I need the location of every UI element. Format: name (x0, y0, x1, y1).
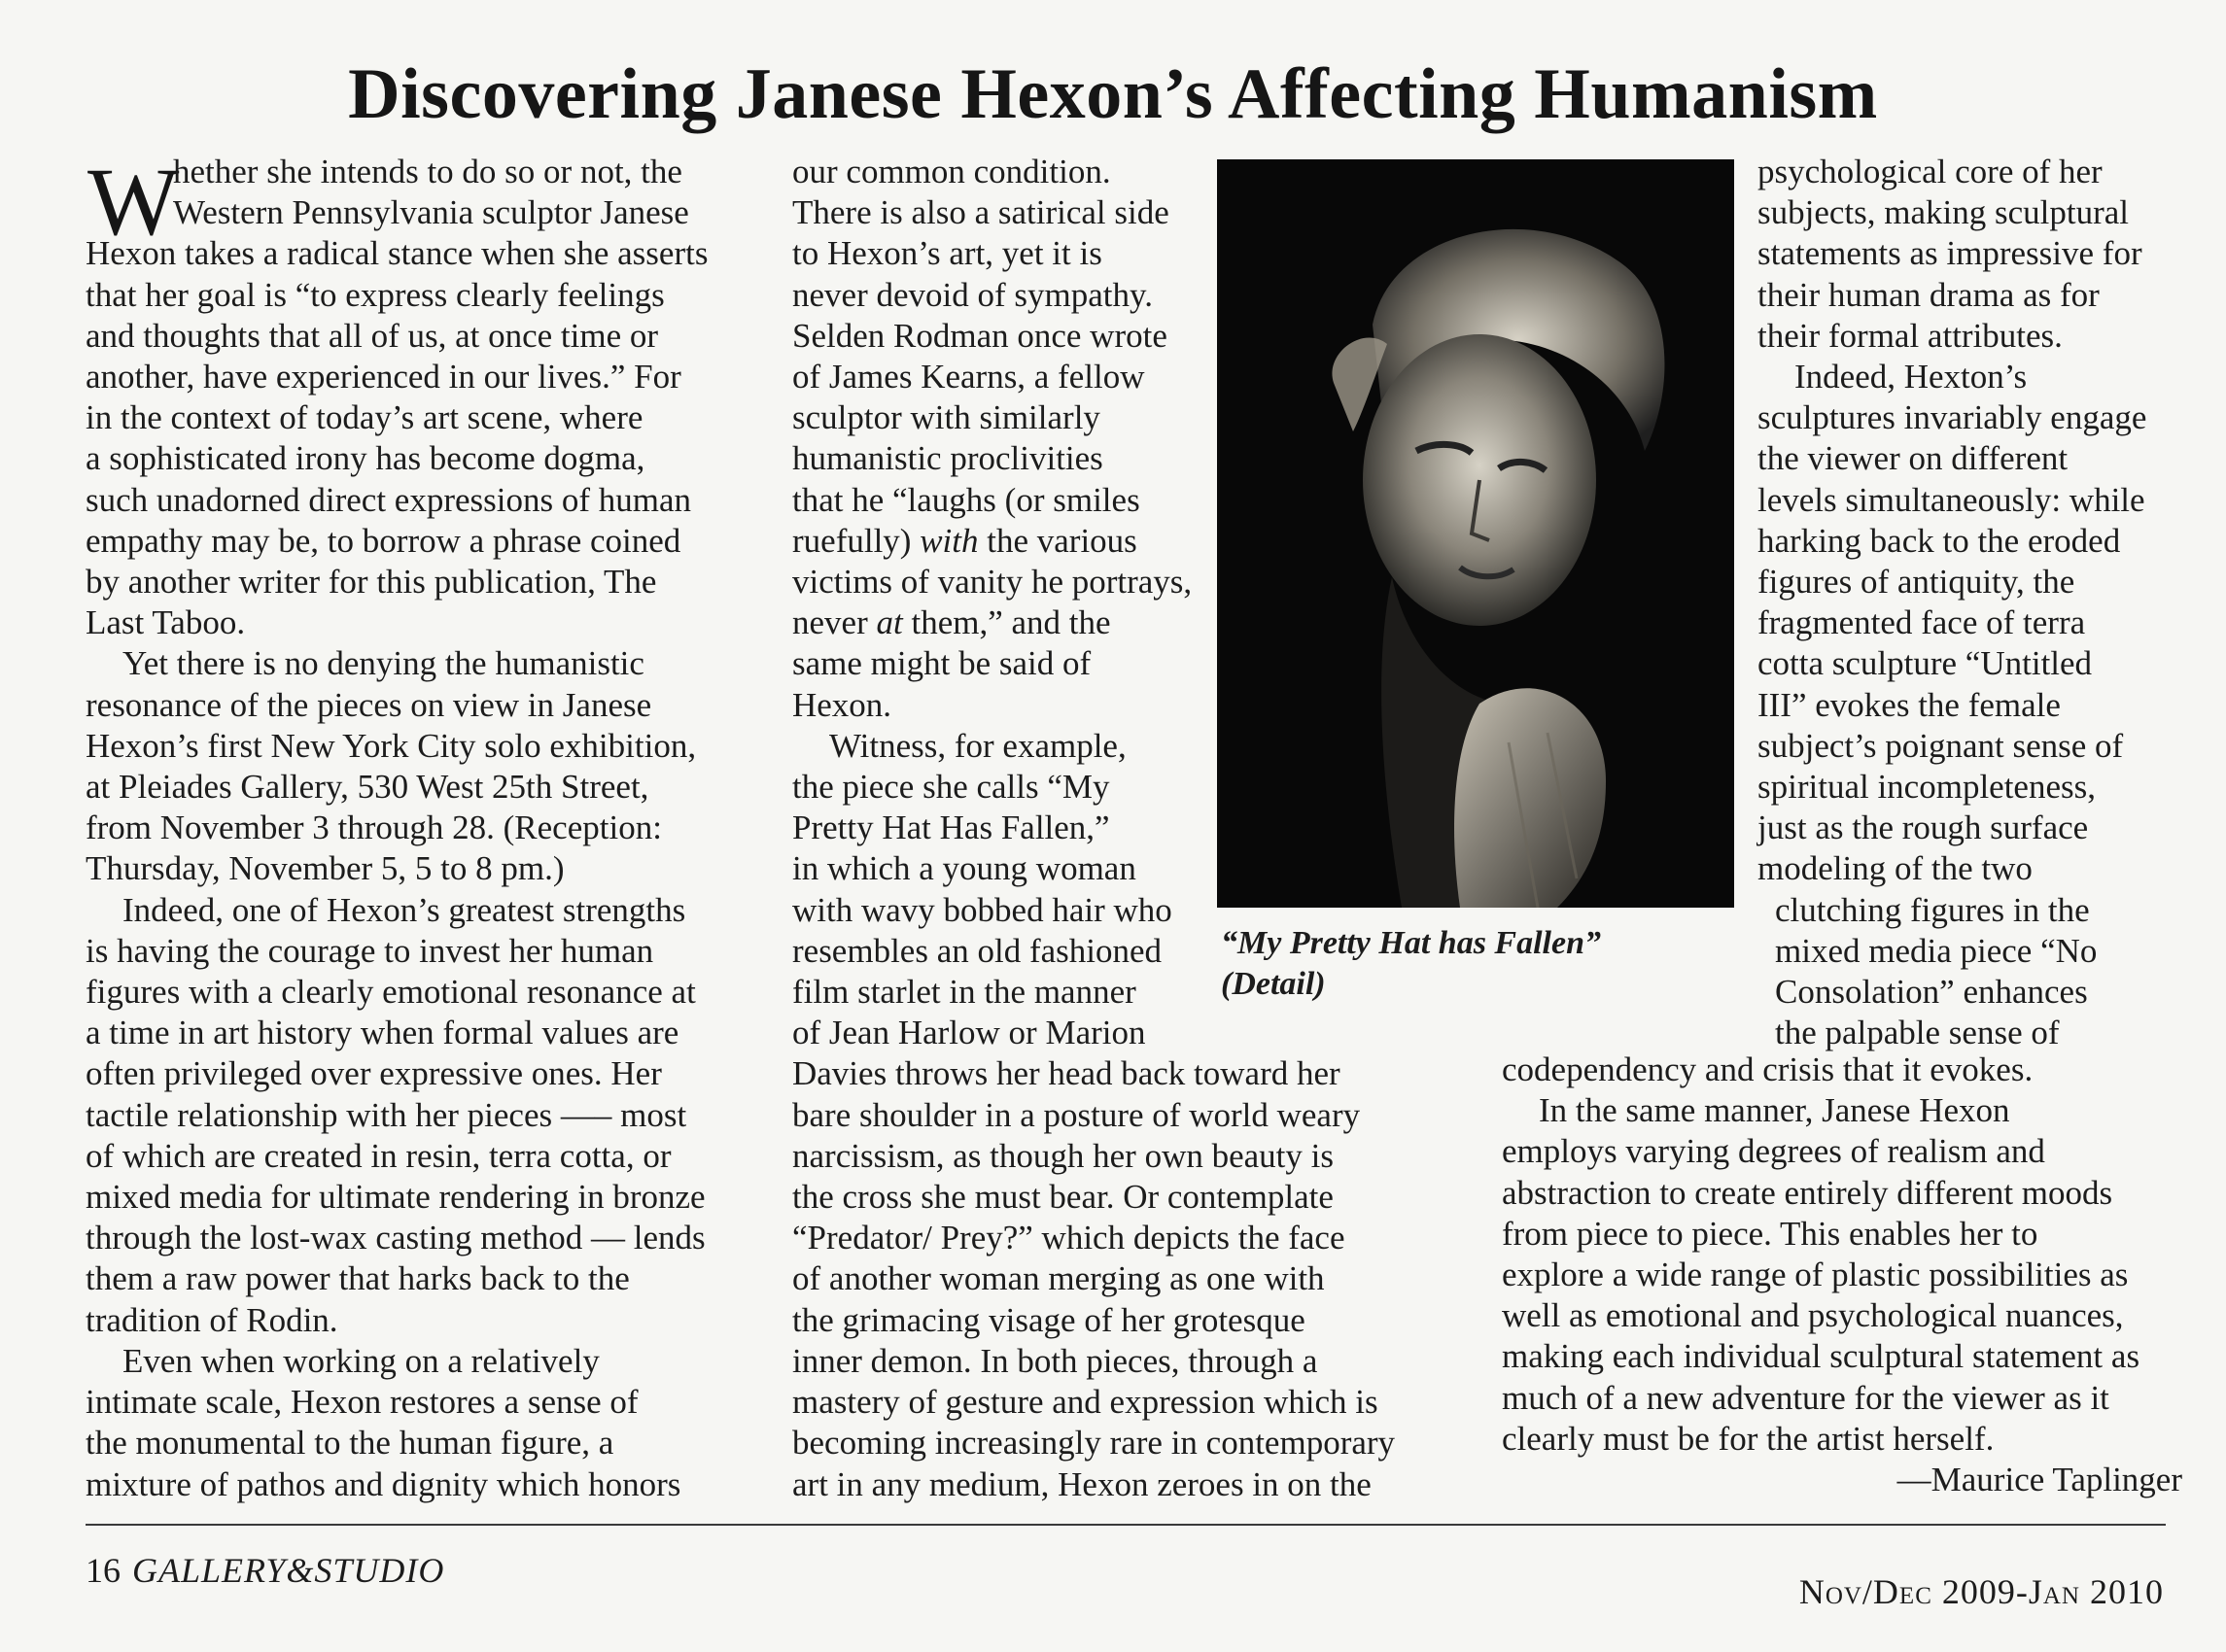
text-line: same might be said of (792, 644, 1092, 683)
text-line: sculptures invariably engage (1757, 398, 2147, 437)
italic-word: with (920, 521, 979, 560)
text-line: Davies throws her head back toward her (792, 1054, 1340, 1093)
page-folio (86, 1549, 444, 1592)
text-line: another, have experienced in our lives.” For (86, 358, 681, 396)
sculpture-photo (1217, 159, 1734, 908)
text-line: their formal attributes. (1757, 316, 2063, 355)
text-line: a time in art history when formal values are (86, 1014, 679, 1052)
text-line: and thoughts that all of us, at once time or (86, 316, 659, 355)
text-line: them a raw power that harks back to the (86, 1259, 630, 1298)
text-line: victims of vanity he portrays, (792, 563, 1193, 602)
sculpture-image (1217, 159, 1734, 908)
text-line: bare shoulder in a posture of world weary (792, 1095, 1361, 1134)
text-line: There is also a satirical side (792, 193, 1169, 232)
caption-title: “My Pretty Hat has Fallen” (1221, 925, 1601, 961)
caption-detail: (Detail) (1221, 966, 1326, 1002)
text-line: explore a wide range of plastic possibilities as (1502, 1256, 2129, 1294)
text-line: Even when working on a relatively (122, 1341, 600, 1380)
text-line: Witness, for example, (829, 726, 1127, 765)
text-line: from piece to piece. This enables her to (1502, 1214, 2038, 1253)
text-line: harking back to the eroded (1757, 521, 2121, 560)
text-line: mixed media for ultimate rendering in bronze (86, 1178, 706, 1217)
text-fragment: never (792, 603, 877, 642)
text-line: the monumental to the human figure, a (86, 1424, 614, 1463)
text-line: Indeed, Hexton’s (1794, 358, 2028, 396)
text-line: at Pleiades Gallery, 530 West 25th Street, (86, 768, 649, 807)
text-line: III” evokes the female (1757, 685, 2061, 724)
text-line: Hexon’s first New York City solo exhibition, (86, 726, 697, 765)
text-line: the cross she must bear. Or contemplate (792, 1178, 1334, 1217)
text-line: is having the courage to invest her human (86, 931, 654, 970)
text-line: Indeed, one of Hexon’s greatest strengths (122, 890, 686, 929)
text-line: film starlet in the manner (792, 973, 1136, 1012)
text-line: by another writer for this publication, The (86, 563, 657, 602)
text-line: intimate scale, Hexon restores a sense of (86, 1383, 639, 1422)
italic-word: at (876, 603, 903, 642)
footer-rule (86, 1524, 2166, 1526)
text-line: “Predator/ Prey?” which depicts the face (792, 1219, 1345, 1257)
text-line: fragmented face of terra (1757, 603, 2086, 642)
text-line: abstraction to create entirely different moods (1502, 1173, 2113, 1212)
text-line: Consolation” enhances (1775, 973, 2088, 1012)
text-line: the grimacing visage of her grotesque (792, 1300, 1305, 1339)
text-line: much of a new adventure for the viewer as it (1502, 1378, 2109, 1417)
drop-cap: W (87, 148, 180, 256)
text-line: psychological core of her (1757, 153, 2103, 190)
text-line: to Hexon’s art, yet it is (792, 234, 1102, 273)
text-line: the viewer on different (1757, 439, 2069, 478)
text-line: codependency and crisis that it evokes. (1502, 1050, 2034, 1088)
text-line: resonance of the pieces on view in Janese (86, 685, 652, 724)
text-line: in the context of today’s art scene, where (86, 398, 643, 437)
text-line: clutching figures in the (1775, 890, 2090, 929)
text-line: Hexon. (792, 685, 892, 724)
text-line: spiritual incompleteness, (1757, 768, 2096, 807)
text-line: mixed media piece “No (1775, 931, 2098, 970)
text-line: of another woman merging as one with (792, 1259, 1325, 1298)
text-line: that he “laughs (or smiles (792, 480, 1140, 519)
text-line: figures of antiquity, the (1757, 563, 2075, 602)
author-signature: —Maurice Taplinger (1896, 1461, 2182, 1499)
text-line: figures with a clearly emotional resonance at (86, 973, 696, 1012)
text-fragment: the various (978, 521, 1137, 560)
text-line: of which are created in resin, terra cotta, or (86, 1136, 672, 1175)
text-line: levels simultaneously: while (1757, 480, 2145, 519)
text-line: narcissism, as though her own beauty is (792, 1136, 1334, 1175)
text-line: inner demon. In both pieces, through a (792, 1341, 1318, 1380)
text-line: that her goal is “to express clearly feelings (86, 275, 665, 314)
text-line: with wavy bobbed hair who (792, 890, 1172, 929)
text-line: humanistic proclivities (792, 439, 1103, 478)
text-line: art in any medium, Hexon zeroes in on the (792, 1464, 1372, 1503)
magazine-name: GALLERY&STUDIO (132, 1551, 445, 1590)
text-line: such unadorned direct expressions of human (86, 480, 692, 519)
text-line: tradition of Rodin. (86, 1300, 338, 1339)
column-3 (1757, 152, 2185, 1053)
text-line: In the same manner, Janese Hexon (1539, 1091, 2010, 1130)
text-line: Western Pennsylvania sculptor Janese (173, 193, 689, 232)
text-line: the piece she calls “My (792, 768, 1110, 807)
text-line: Yet there is no denying the humanistic (122, 644, 644, 683)
text-line: sculptor with similarly (792, 398, 1100, 437)
text-line: empathy may be, to borrow a phrase coined (86, 521, 681, 560)
text-line: our common condition. (792, 153, 1111, 190)
article-headline: Discovering Janese Hexon’s Affecting Humanism (348, 54, 1878, 134)
text-line: the palpable sense of (1775, 1014, 2060, 1052)
text-line: modeling of the two (1757, 849, 2033, 888)
text-line: employs varying degrees of realism and (1502, 1132, 2045, 1171)
text-line: resembles an old fashioned (792, 931, 1163, 970)
page-number: 16 (86, 1551, 121, 1590)
text-line: from November 3 through 28. (Reception: (86, 809, 662, 847)
text-line: Selden Rodman once wrote (792, 316, 1167, 355)
text-line: making each individual sculptural statement as (1502, 1337, 2140, 1376)
text-line: subject’s poignant sense of (1757, 726, 2124, 765)
text-line: Thursday, November 5, 5 to 8 pm.) (86, 849, 565, 888)
text-line: subjects, making sculptural (1757, 193, 2130, 232)
text-line: Hexon takes a radical stance when she asserts (86, 234, 709, 273)
text-line: mixture of pathos and dignity which honors (86, 1464, 681, 1503)
text-line: in which a young woman (792, 849, 1136, 888)
text-line: tactile relationship with her pieces —– most (86, 1095, 687, 1134)
text-line: of James Kearns, a fellow (792, 358, 1145, 396)
text-line: well as emotional and psychological nuances, (1502, 1296, 2124, 1335)
text-fragment: ruefully) (792, 521, 921, 560)
issue-date: Nov/Dec 2009-Jan 2010 (1798, 1572, 2164, 1611)
text-line: clearly must be for the artist herself. (1502, 1419, 1995, 1458)
text-line: never devoid of sympathy. (792, 275, 1153, 314)
column-1 (86, 148, 747, 1505)
text-line: through the lost-wax casting method — lends (86, 1219, 706, 1257)
text-line: a sophisticated irony has become dogma, (86, 439, 645, 478)
text-line: often privileged over expressive ones. Her (86, 1054, 662, 1093)
column-4 (1502, 1050, 2182, 1500)
text-line: of Jean Harlow or Marion (792, 1014, 1146, 1052)
text-line: cotta sculpture “Untitled (1757, 644, 2093, 683)
text-line: their human drama as for (1757, 275, 2100, 314)
text-line: hether she intends to do so or not, the (173, 153, 682, 190)
photo-caption (1221, 923, 1726, 1005)
text-line: mastery of gesture and expression which is (792, 1383, 1378, 1422)
text-fragment: them,” and the (902, 603, 1111, 642)
text-line: Pretty Hat Has Fallen,” (792, 809, 1110, 847)
text-line: statements as impressive for (1757, 234, 2142, 273)
text-line: becoming increasingly rare in contemporary (792, 1424, 1396, 1463)
text-line: Last Taboo. (86, 603, 246, 642)
text-line: just as the rough surface (1757, 809, 2089, 847)
